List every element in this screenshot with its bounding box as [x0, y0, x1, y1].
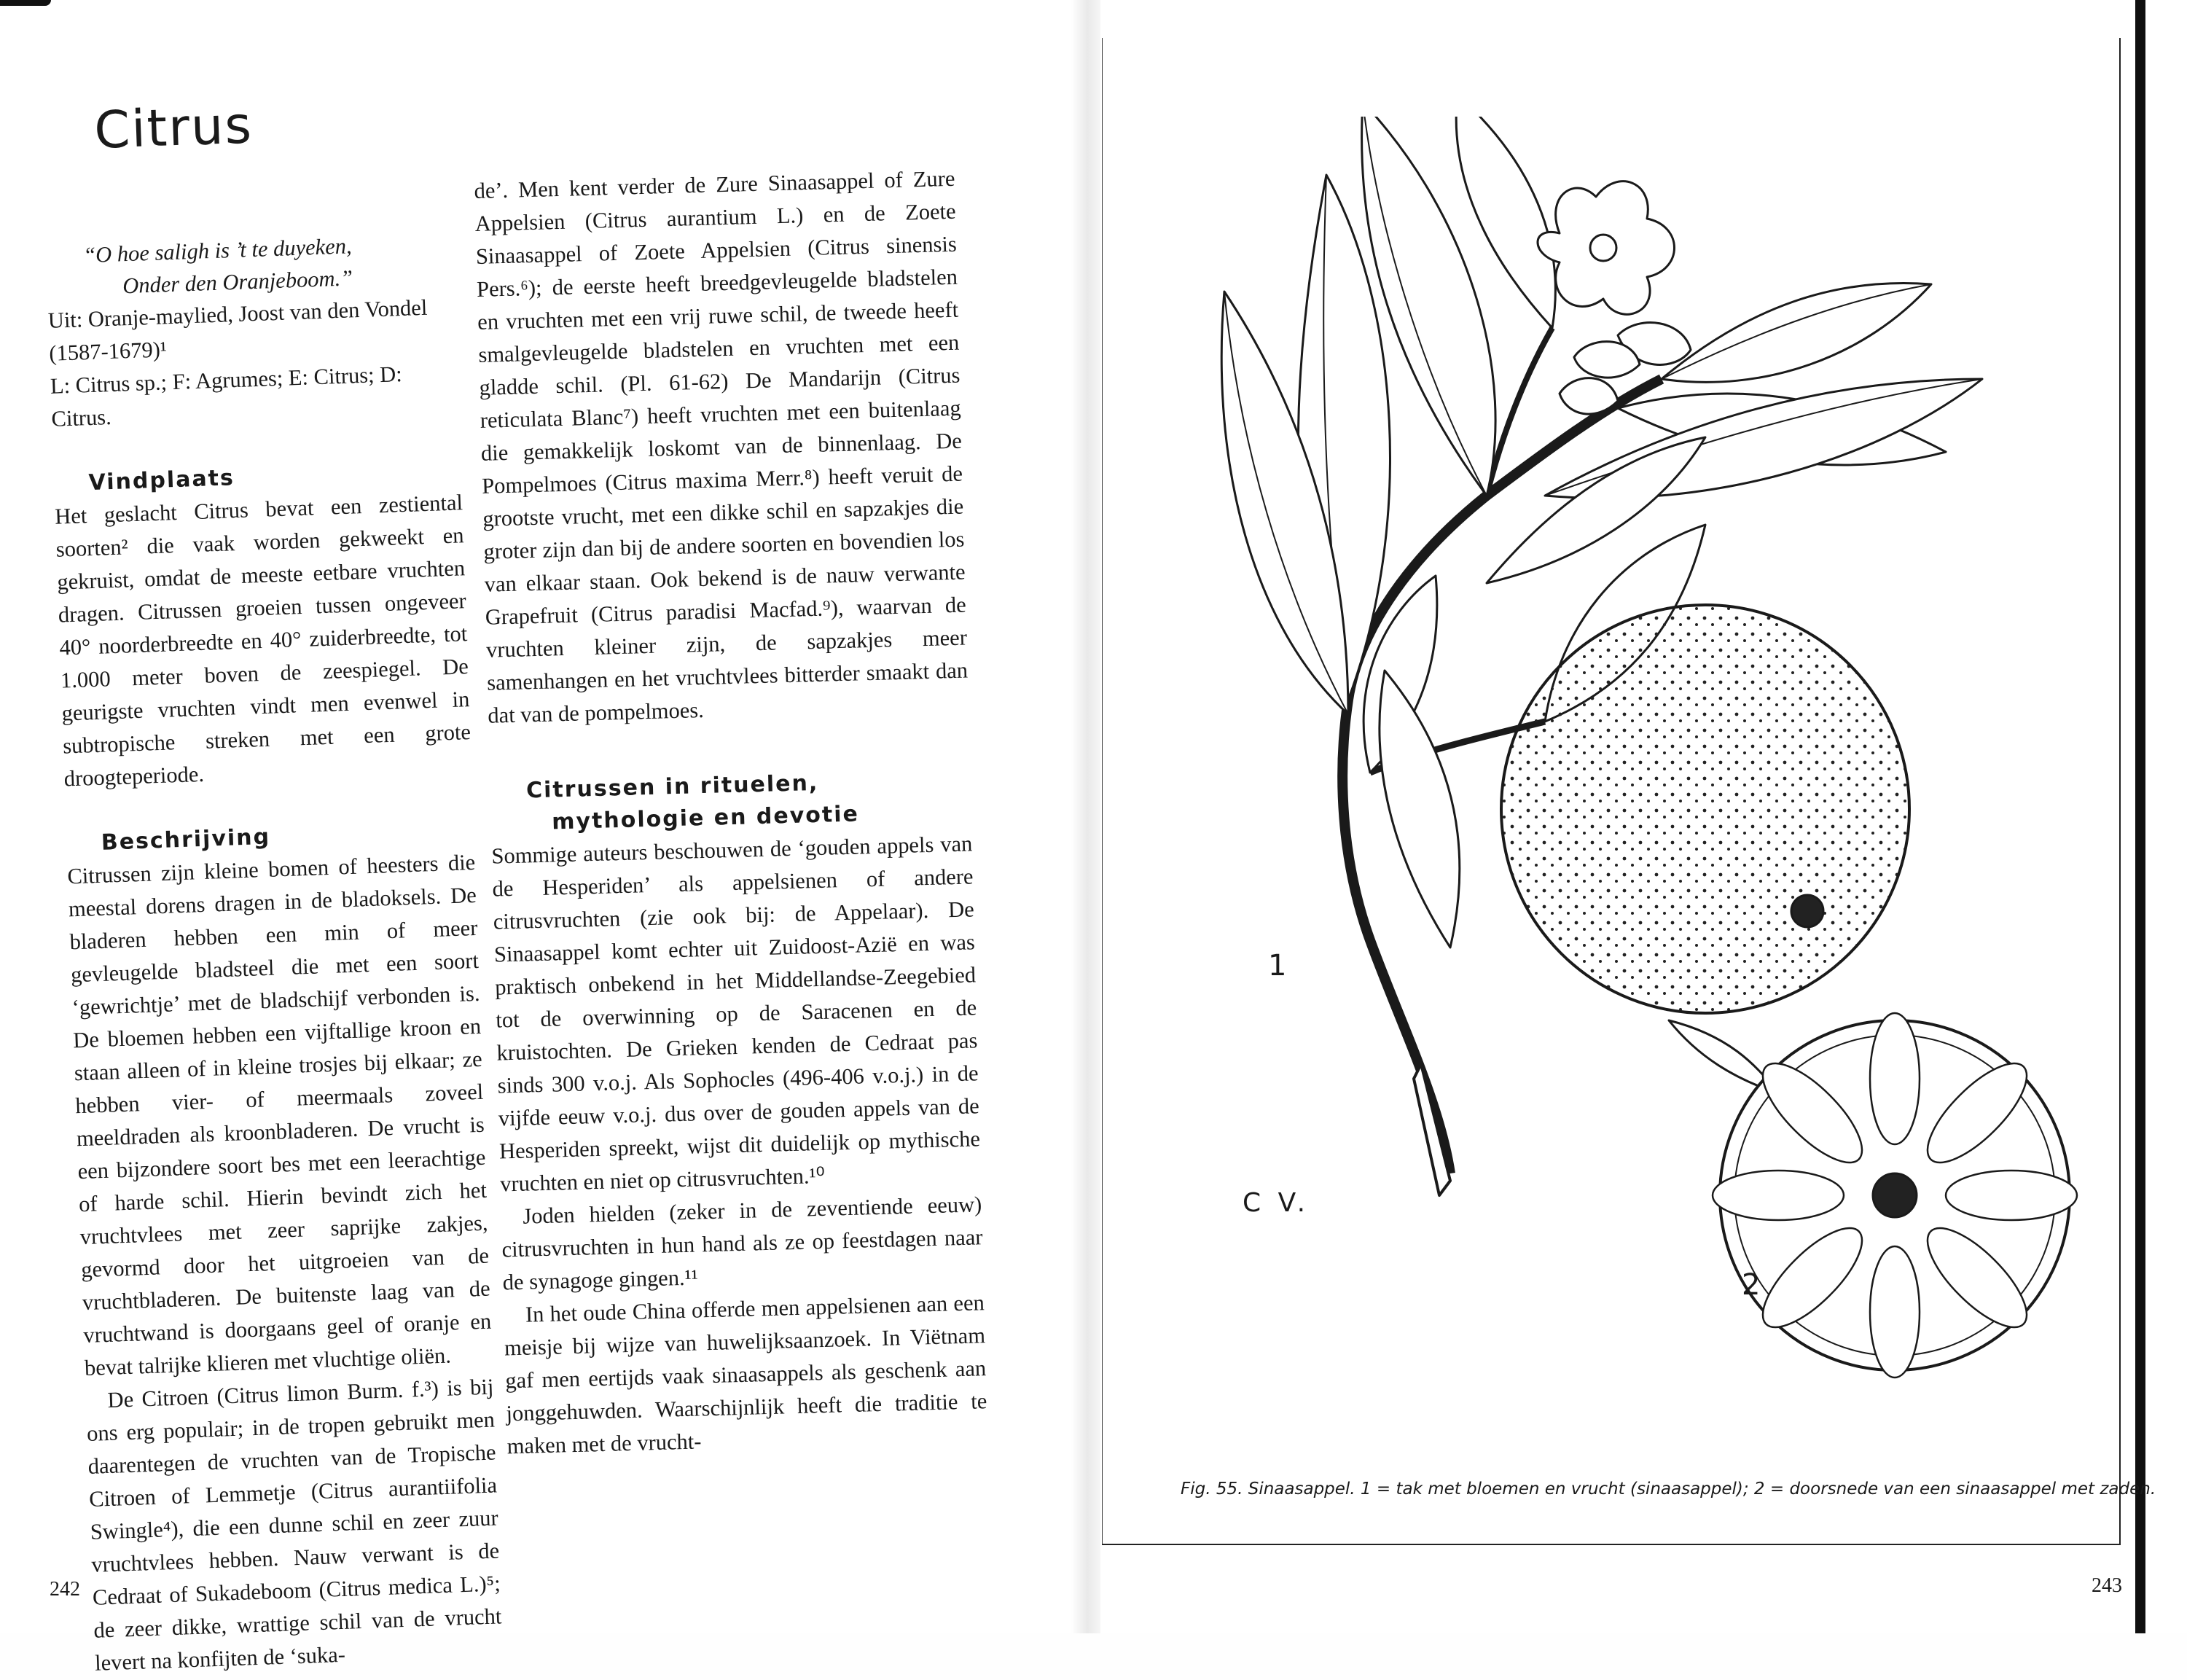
- heading-rituelen: [526, 763, 972, 839]
- middle-text-column: [474, 163, 988, 1464]
- heading-rituelen-line-2: mythologie en devotie: [551, 801, 860, 835]
- beschrijving-paragraph: Citrussen zijn kleine bomen of heesters die meestal dorens dragen in de bladoksels. De bladeren hebben een min of meer gevleugelde bladsteel die met een soort ‘gewrichtje’ met de bladschijf verbonden is. De bloemen hebben een vijftallige kroon en staan alleen of in kleine trosjes bij elkaar; ze hebben vier- of meermaals zoveel meeldraden als kroonbladeren. De vrucht is een bijzondere soort bes met een leerachtige of harde schil. Hierin bevindt zich het vruchtvlees met zeer saprijke zakjes, gevormd door het uitgroeien van de vruchtbladeren. De buitenste laag van de vruchtwand is doorgaans geel of oranje en bevat talrijke klieren met vluchtige oliën.: [66, 849, 492, 1381]
- scan-edge-shadow: [2135, 0, 2145, 1633]
- orange-navel: [1791, 895, 1823, 927]
- scan-corner-shadow: [0, 0, 51, 6]
- vindplaats-paragraph: Het geslacht Citrus bevat een zestiental soorten² die vaak worden gekweekt en gekruist, omdat de meeste eetbare vruchten dragen. Citrussen groeien tussen ongeveer 40° noorderbreedte en 40° zuiderbreedte, tot 1.000 meter boven de zeespiegel. De geurigste vruchten vindt men evenwel in subtropische streken met een grote droogteperiode.: [54, 490, 472, 792]
- quote-line-2: Onder den Oranjeboom.”: [122, 265, 353, 299]
- book-gutter: [1071, 0, 1100, 1633]
- heading-vindplaats: Vindplaats: [88, 465, 235, 496]
- bud: [1560, 378, 1618, 414]
- illustrator-initials: C V.: [1243, 1188, 1310, 1218]
- page-number-left: 242: [50, 1578, 80, 1601]
- orange-cross-section: [1713, 1013, 2077, 1378]
- figure-label-2: 2: [1742, 1268, 1761, 1302]
- figure-caption: Fig. 55. Sinaasappel. 1 = tak met bloemen en vrucht (sinaasappel); 2 = doorsnede van een sinaasappel met zaden.: [1181, 1480, 2156, 1499]
- quote-attribution: Uit: Oranje-maylied, Joost van den Vondel (1587-1679)¹: [47, 294, 428, 366]
- joden-paragraph: Joden hielden (zeker in de zeventiende eeuw) citrusvruchten in hun hand als ze op feestdagen naar de synagoge gingen.¹¹: [501, 1192, 983, 1295]
- leaf: [1662, 284, 1931, 383]
- orange-fruit: [1501, 605, 1909, 1013]
- left-text-column: [45, 226, 504, 1679]
- figure-label-1: 1: [1268, 949, 1287, 982]
- page-title: Citrus: [93, 95, 254, 160]
- rituelen-paragraph: Sommige auteurs beschouwen de ‘gouden appels van de Hesperiden’ als appelsienen of andere citrusvruchten (zie ook bij: de Appelaar). De Sinaasappel komt echter uit Zuidoost-Azië en was praktisch onbekend in het Middellandse-Zeegebied tot de overwinning op de Saracenen en de kruistochten. De Grieken kenden de Cedraat pas sinds 300 v.o.j. Als Sophocles (496-406 v.o.j.) in de vijfde eeuw v.o.j. dus over de gouden appels van de Hesperiden spreekt, wijst dit duidelijk op mythische vruchten en niet op citrusvruchten.¹⁰: [491, 831, 981, 1197]
- continuation-paragraph: de’. Men kent verder de Zure Sinaasappel of Zure Appelsien (Citrus aurantium L.) en de Zoete Sinaasappel of Zoete Appelsien (Citrus sinensis Pers.⁶); de eerste heeft breedgevleugelde bladstelen en vruchten met een vrij ruwe schil, de tweede heeft smalgevleugelde bladstelen en vruchten met een gladde schil. (Pl. 61-62) De Mandarijn (Citrus reticulata Blanc⁷) heeft vruchten met een buitenlaag die gemakkelijk loskomt van de binnenlaag. De Pompelmoes (Citrus maxima Merr.⁸) heeft veruit de grootste vrucht, met een dikke schil en sapzakjes die groter zijn dan bij de andere soorten en bovendien los van elkaar staan. Ook bekend is de nauw verwante Grapefruit (Citrus paradisi Macfad.⁹), waarvan de vruchten kleiner zijn, de sapzakjes meer samenhangen en het vruchtvlees bitterder smaakt dan dat van de pompelmoes.: [474, 165, 969, 728]
- heading-rituelen-line-1: Citrussen in rituelen,: [525, 770, 819, 804]
- species-names: L: Citrus sp.; F: Agrumes; E: Citrus; D: Citrus.: [50, 362, 403, 431]
- page-number-right: 243: [2092, 1574, 2122, 1597]
- china-paragraph: In het oude China offerde men appelsienen aan een meisje bij wijze van huwelijksaanzoek. In Viëtnam gaf men eertijds vaak sinaasappels als geschenk aan jonggehuwden. Waarschijnlijk heeft die traditie te maken met de vrucht-: [504, 1290, 987, 1459]
- blossom-center: [1590, 235, 1616, 261]
- heading-beschrijving: Beschrijving: [101, 824, 271, 856]
- leaf: [1380, 671, 1460, 948]
- citroen-paragraph: De Citroen (Citrus limon Burm. f.³) is bij ons erg populair; in de tropen gebruikt men daarentegen de vruchten van de Tropische Citroen of Lemmetje (Citrus aurantiifolia Swingle⁴), die een dunne schil en zeer zuur vruchtvlees hebben. Nauw verwant is de Cedraat of Sukadeboom (Citrus medica L.)⁵; de zeer dikke, wrattige schil van de vrucht levert na konfijten de ‘suka-: [86, 1374, 502, 1676]
- citrus-illustration: [1108, 117, 2099, 1458]
- quote-line-1: “O hoe saligh is ’t te duyeken,: [82, 233, 353, 268]
